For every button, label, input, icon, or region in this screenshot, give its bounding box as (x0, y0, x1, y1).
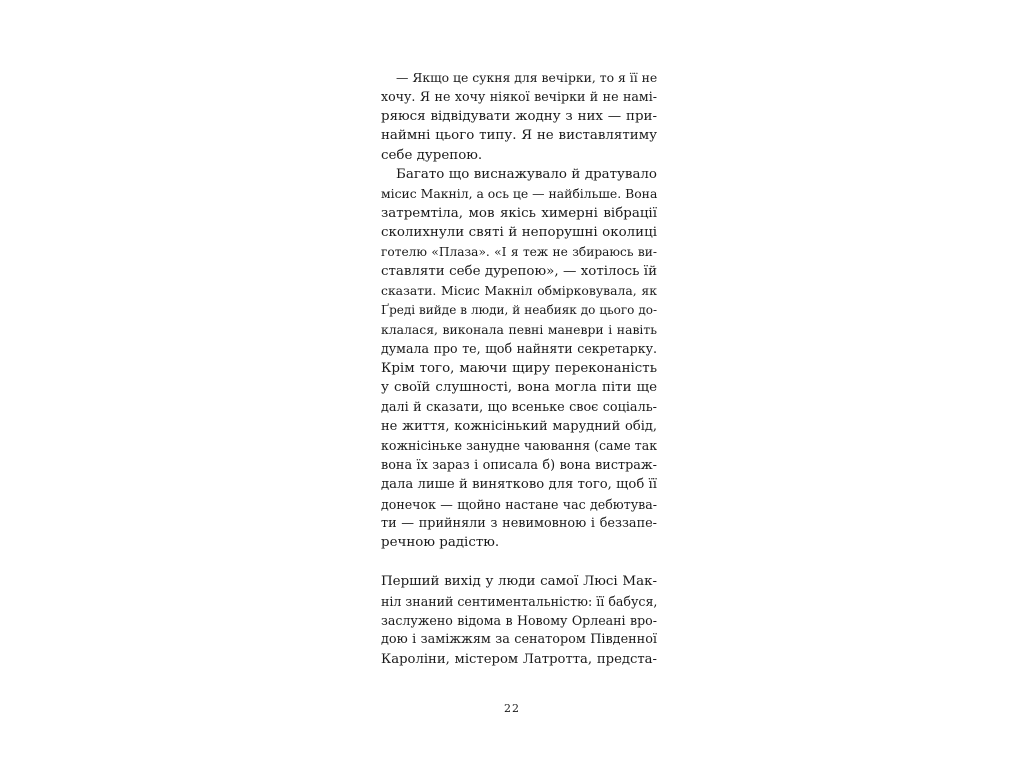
text-line: готелю «Плаза». «І я теж не збираюсь ви- (381, 244, 657, 259)
text-line: затремтіла, мов якісь химерні вібрації (381, 205, 657, 221)
text-line: речною радістю. (381, 535, 500, 551)
text-line: вона їх зараз і описала б) вона вистраж- (381, 457, 657, 473)
text-line: клалася, виконала певні маневри і навіть (381, 322, 657, 338)
body-text (381, 68, 657, 669)
text-line: дою і заміжжям за сенатором Південної (381, 632, 657, 648)
text-line: наймні цього типу. Я не виставлятиму (381, 128, 657, 144)
text-line: ставляти себе дурепою», — хотілось їй (381, 263, 657, 279)
paragraph-2 (381, 165, 657, 553)
text-line: Перший вихід у люди самої Люсі Мак- (381, 574, 657, 590)
text-line: ряюся відвідувати жодну з них — при- (381, 108, 657, 124)
section-break (381, 553, 657, 572)
paragraph-3 (381, 572, 657, 669)
text-line: — Якщо це сукня для вечірки, то я її не (396, 70, 658, 85)
text-line: хочу. Я не хочу ніякої вечірки й не намі- (381, 89, 657, 105)
text-line: кожнісіньке занудне чаювання (саме так (381, 438, 658, 454)
text-line: Крім того, маючи щиру переконаність (381, 360, 657, 376)
text-line: думала про те, щоб найняти секретарку. (381, 341, 657, 357)
text-line: місис Макніл, а ось це — найбільше. Вона (381, 186, 658, 202)
text-line: далі й сказати, що всеньке своє соціаль- (381, 399, 657, 415)
text-line: Кароліни, містером Латротта, предста- (381, 651, 657, 667)
text-line: Багато що виснажувало й дратувало (396, 166, 657, 182)
text-line: Ґреді вийде в люди, й неабияк до цього до- (381, 302, 657, 317)
text-line: сколихнули святі й непорушні околиці (381, 225, 657, 241)
text-line: ти — прийняли з невимовною і беззапе- (381, 515, 657, 531)
text-line: не життя, кожнісінький марудний обід, (381, 419, 657, 435)
text-line: у своїй слушності, вона могла піти ще (381, 380, 657, 396)
text-line: дала лише й винятково для того, щоб її (381, 477, 657, 493)
text-line: себе дурепою. (381, 147, 483, 163)
page-number: 22 (504, 702, 520, 715)
text-line: сказати. Місис Макніл обмірковувала, як (381, 283, 657, 299)
paragraph-1 (381, 68, 657, 165)
text-line: ніл знаний сентиментальністю: її бабуся, (381, 593, 658, 609)
text-line: донечок — щойно настане час дебютува- (381, 496, 657, 512)
text-line: заслужено відома в Новому Орлеані вро- (381, 612, 657, 628)
